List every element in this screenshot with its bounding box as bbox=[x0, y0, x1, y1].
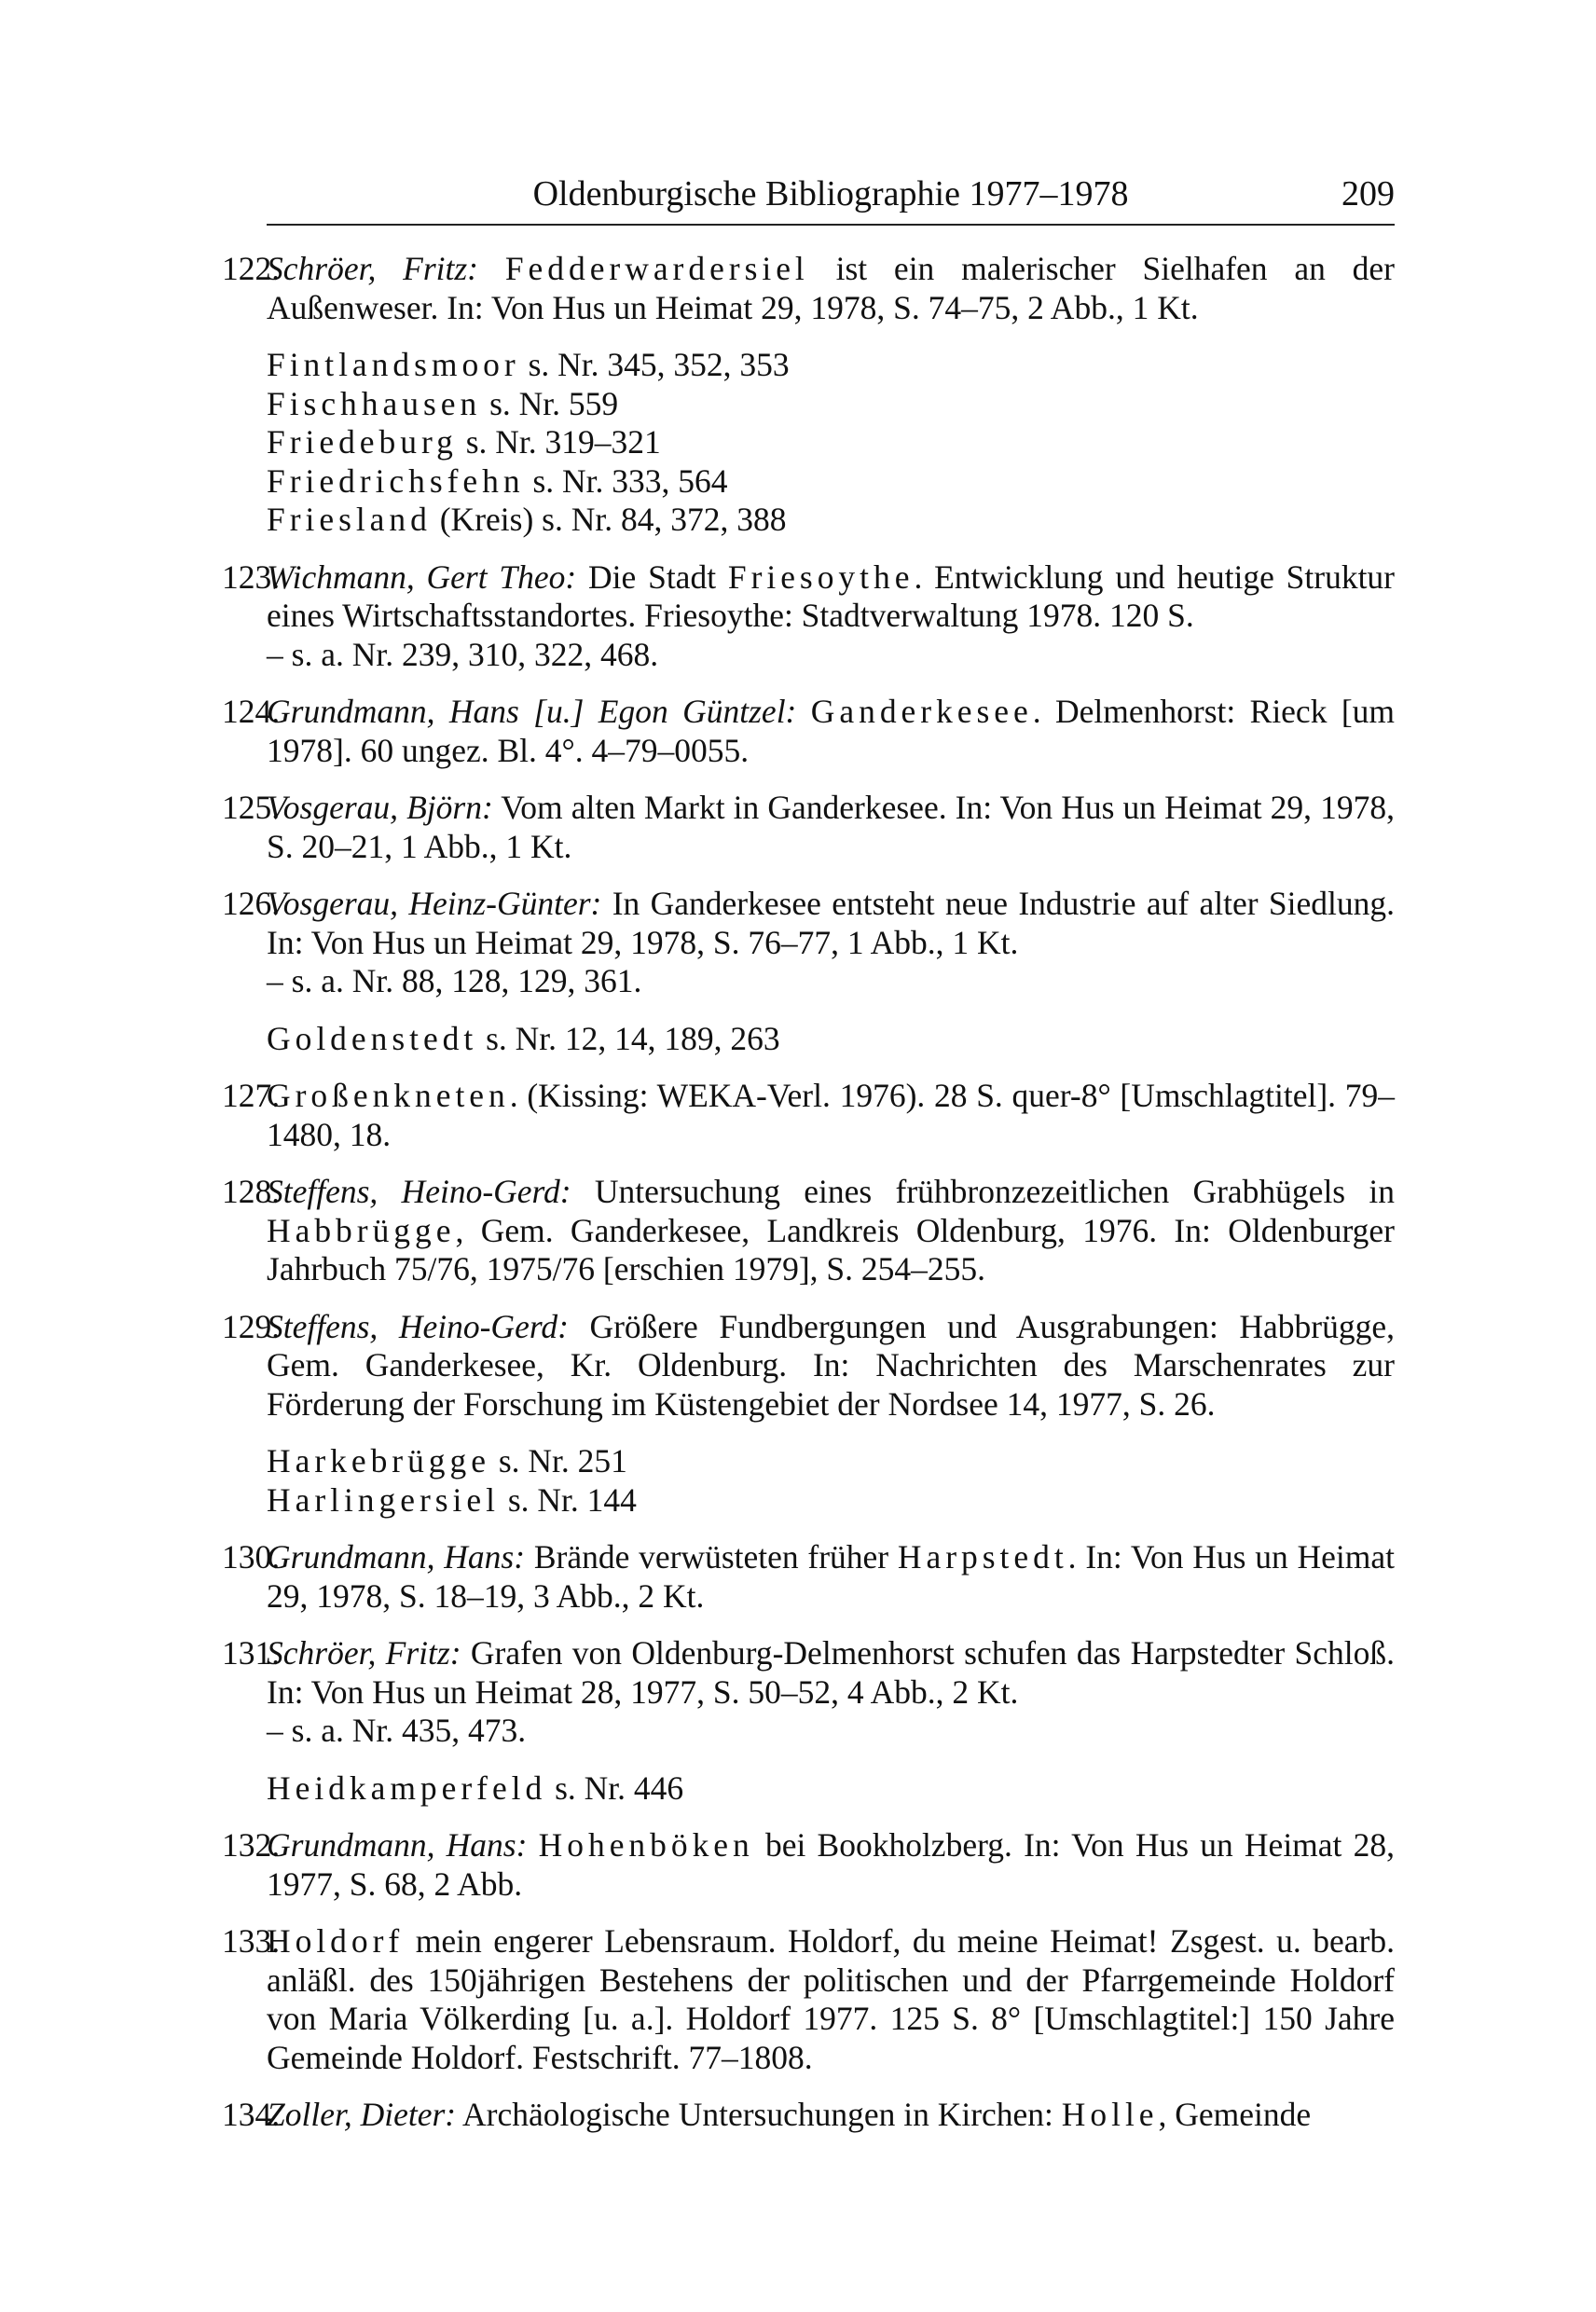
entry-129 bbox=[222, 1308, 1395, 1424]
xref-ref: s. Nr. 345, 352, 353 bbox=[519, 346, 790, 383]
entry-see-also: – s. a. Nr. 435, 473. bbox=[267, 1712, 527, 1749]
xref-place: Friedeburg bbox=[267, 423, 458, 461]
entry-text: . (Kissing: WEKA-Verl. 1976). 28 S. quer-8° [Umschlagtitel]. 79–1480, 18. bbox=[267, 1077, 1395, 1153]
entry-text: Grafen von Oldenburg-Delmenhorst schufen das Harpstedter Schloß. In: Von Hus un Heimat 28, 1977, S. 50–52, 4 Abb., 2 Kt. bbox=[267, 1634, 1396, 1711]
entry-text: In Ganderkesee entsteht neue Industrie auf alter Siedlung. In: Von Hus un Heimat 29, 1978, S. 76–77, 1 Abb., 1 Kt. bbox=[267, 885, 1395, 961]
xref-ref: (Kreis) s. Nr. 84, 372, 388 bbox=[431, 501, 787, 538]
entry-131 bbox=[222, 1634, 1395, 1751]
xref-ref: s. Nr. 144 bbox=[499, 1480, 637, 1519]
place-cross-references bbox=[222, 1020, 1395, 1059]
entry-122 bbox=[222, 250, 1395, 327]
entry-place: Fedderwardersiel bbox=[504, 250, 809, 287]
xref-place: Friesland bbox=[267, 501, 432, 538]
entry-125 bbox=[222, 789, 1395, 866]
entry-number: 130. bbox=[222, 1538, 281, 1576]
entry-place: Habbrügge bbox=[267, 1211, 456, 1249]
entry-author: Grundmann, Hans: bbox=[267, 1826, 528, 1864]
entry-number: 123. bbox=[222, 557, 281, 596]
entry-number: 124. bbox=[222, 693, 281, 730]
entry-text: mein engerer Lebensraum. Holdorf, du meine Heimat! Zsgest. u. bearb. anläßl. des 150jährigen Bestehens der politischen und der Pfarrgemeinde Holdorf von Maria Völkerding [u. a.]. Holdorf 1977. 125 S. 8° [Umschlagtitel:] 150 Jahre Gemeinde Holdorf. Festschrift. 77–1808. bbox=[267, 1922, 1395, 2076]
xref-line bbox=[222, 1769, 1395, 1809]
entry-author: Vosgerau, Björn: bbox=[267, 789, 493, 826]
xref-ref: s. Nr. 319–321 bbox=[457, 423, 661, 461]
entry-see-also: – s. a. Nr. 88, 128, 129, 361. bbox=[267, 962, 642, 999]
xref-ref: s. Nr. 446 bbox=[546, 1768, 684, 1807]
entry-124 bbox=[222, 693, 1395, 770]
entry-author: Steffens, Heino-Gerd: bbox=[267, 1307, 569, 1345]
entry-text-pre: Untersuchung eines frühbronzezeitlichen Grabhügels in bbox=[571, 1173, 1395, 1210]
xref-line bbox=[222, 423, 1395, 462]
entry-place: Hohenböken bbox=[538, 1826, 754, 1864]
entry-place: Holdorf bbox=[267, 1922, 405, 1960]
entry-number: 131. bbox=[222, 1634, 281, 1672]
xref-line bbox=[222, 346, 1395, 385]
entry-author: Zoller, Dieter: bbox=[267, 2096, 457, 2133]
entry-133 bbox=[222, 1922, 1395, 2077]
entry-text-pre: Brände verwüsteten früher bbox=[525, 1538, 898, 1576]
xref-place: Harkebrügge bbox=[267, 1442, 490, 1479]
entry-place: Großenkneten bbox=[267, 1077, 510, 1114]
entry-text: . Entwicklung und heutige Struktur eines Wirtschaftsstandortes. Friesoythe: Stadtverwaltung 1978. 120 S. bbox=[267, 557, 1396, 634]
xref-line bbox=[222, 501, 1395, 540]
entry-author: Grundmann, Hans [u.] Egon Güntzel: bbox=[267, 693, 797, 730]
entry-text: . In: Von Hus un Heimat 29, 1978, S. 18–19, 3 Abb., 2 Kt. bbox=[267, 1538, 1395, 1615]
xref-ref: s. Nr. 333, 564 bbox=[524, 461, 728, 500]
entry-128 bbox=[222, 1173, 1395, 1289]
entry-place: Harpstedt bbox=[897, 1538, 1068, 1576]
xref-place: Goldenstedt bbox=[267, 1019, 478, 1057]
entry-text: . Delmenhorst: Rieck [um 1978]. 60 ungez. Bl. 4°. 4–79–0055. bbox=[267, 693, 1396, 769]
entry-123 bbox=[222, 558, 1395, 675]
xref-line bbox=[222, 1442, 1395, 1481]
entry-number: 132. bbox=[222, 1826, 281, 1864]
xref-place: Fischhausen bbox=[267, 384, 482, 422]
xref-place: Heidkamperfeld bbox=[267, 1768, 547, 1807]
entry-text: , Gemeinde bbox=[1158, 2096, 1312, 2133]
header-title: Oldenburgische Bibliographie 1977–1978 bbox=[532, 174, 1129, 213]
entry-number: 128. bbox=[222, 1173, 281, 1210]
xref-line bbox=[222, 385, 1395, 424]
entry-place: Holle bbox=[1061, 2096, 1159, 2133]
entry-author: Schröer, Fritz: bbox=[267, 250, 479, 287]
entry-number: 129. bbox=[222, 1307, 281, 1345]
xref-line bbox=[222, 462, 1395, 502]
xref-ref: s. Nr. 559 bbox=[481, 384, 619, 422]
entry-number: 122. bbox=[222, 250, 281, 287]
entry-text: Größere Fundbergungen und Ausgrabungen: Habbrügge, Gem. Ganderkesee, Kr. Oldenburg. In: Nachrichten des Marschenrates zur Förderung der Forschung im Küstengebiet der Nordsee 14, 1977, S. 26. bbox=[267, 1307, 1395, 1423]
entry-132 bbox=[222, 1826, 1395, 1904]
entry-number: 134. bbox=[222, 2096, 281, 2133]
place-cross-references bbox=[222, 1769, 1395, 1809]
entry-place: Friesoythe bbox=[727, 557, 915, 596]
place-cross-references bbox=[222, 1442, 1395, 1520]
entry-number: 133. bbox=[222, 1922, 281, 1960]
xref-line bbox=[222, 1481, 1395, 1521]
entry-text-pre: Die Stadt bbox=[576, 557, 728, 596]
entry-number: 127. bbox=[222, 1077, 281, 1114]
entry-text: ist ein malerischer Sielhafen an der Außenweser. In: Von Hus un Heimat 29, 1978, S. 74–75, 2 Abb., 1 Kt. bbox=[267, 250, 1396, 326]
entry-author: Vosgerau, Heinz-Günter: bbox=[267, 885, 602, 922]
bibliography-list bbox=[222, 250, 1395, 2154]
entry-number: 126. bbox=[222, 885, 281, 922]
entry-text: Vom alten Markt in Ganderkesee. In: Von Hus un Heimat 29, 1978, S. 20–21, 1 Abb., 1 Kt. bbox=[267, 789, 1395, 865]
entry-134 bbox=[222, 2096, 1395, 2135]
entry-text-pre: Archäologische Untersuchungen in Kirchen: bbox=[456, 2096, 1062, 2133]
page-number: 209 bbox=[1341, 174, 1395, 213]
entry-126 bbox=[222, 885, 1395, 1001]
place-cross-references bbox=[222, 346, 1395, 540]
entry-place: Ganderkesee bbox=[810, 693, 1033, 730]
entry-author: Schröer, Fritz: bbox=[267, 1634, 461, 1672]
xref-line bbox=[222, 1020, 1395, 1059]
entry-127 bbox=[222, 1077, 1395, 1154]
entry-text: bei Bookholzberg. In: Von Hus un Heimat 28, 1977, S. 68, 2 Abb. bbox=[267, 1826, 1395, 1903]
entry-see-also: – s. a. Nr. 239, 310, 322, 468. bbox=[267, 635, 659, 673]
running-header bbox=[267, 172, 1395, 226]
entry-author: Wichmann, Gert Theo: bbox=[267, 557, 577, 596]
xref-ref: s. Nr. 251 bbox=[489, 1442, 627, 1479]
xref-ref: s. Nr. 12, 14, 189, 263 bbox=[477, 1019, 780, 1057]
entry-author: Grundmann, Hans: bbox=[267, 1538, 526, 1576]
xref-place: Harlingersiel bbox=[267, 1480, 500, 1519]
entry-number: 125. bbox=[222, 789, 281, 826]
entry-text: , Gem. Ganderkesee, Landkreis Oldenburg, 1976. In: Oldenburger Jahrbuch 75/76, 1975/76 [erschien 1979], S. 254–255. bbox=[267, 1211, 1395, 1287]
entry-text-pre bbox=[527, 1826, 538, 1864]
entry-author: Steffens, Heino-Gerd: bbox=[267, 1173, 571, 1210]
xref-place: Fintlandsmoor bbox=[267, 346, 520, 383]
entry-130 bbox=[222, 1538, 1395, 1616]
xref-place: Friedrichsfehn bbox=[267, 461, 525, 500]
